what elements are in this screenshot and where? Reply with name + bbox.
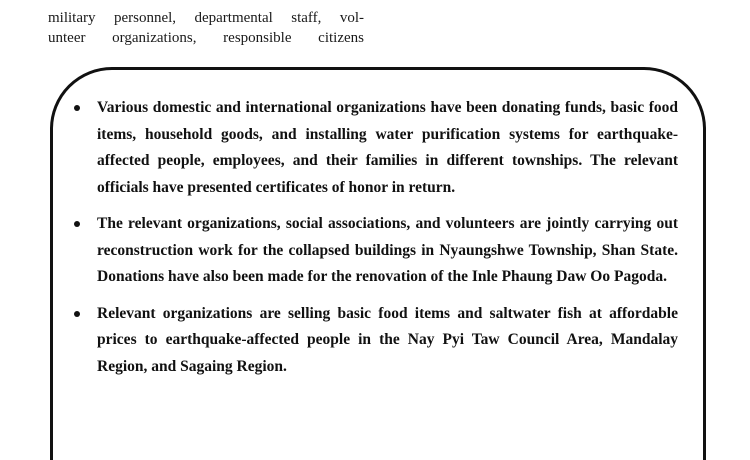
list-item <box>70 301 678 381</box>
intro-paragraph <box>48 8 364 48</box>
bullet-list <box>70 95 678 390</box>
bullet-text: Relevant organizations are selling basic food items and saltwater fish at affordable prices to earthquake-affected people in the Nay Pyi Taw Council Area, Mandalay Region, and Sagaing Region. <box>97 304 678 375</box>
bullet-text: The relevant organizations, social associations, and volunteers are jointly carrying out reconstruction work for the collapsed buildings in Nyaungshwe Township, Shan State. Donations have also been made for the renovation of the Inle Phaung Daw Oo Pagoda. <box>97 215 678 285</box>
bullet-icon <box>74 221 80 227</box>
bullet-text: Various domestic and international organizations have been donating funds, basic food items, household goods, and installing water purification systems for earthquake-affected people, employees, and their families in different townships. The relevant officials have presented certificates of honor in return. <box>97 99 678 196</box>
intro-line: unteer organizations, responsible citizens <box>48 30 364 46</box>
bullet-icon <box>74 311 80 317</box>
list-item <box>70 95 678 201</box>
intro-line: military personnel, departmental staff, vol- <box>48 10 364 26</box>
list-item <box>70 211 678 291</box>
bullet-icon <box>74 105 80 111</box>
